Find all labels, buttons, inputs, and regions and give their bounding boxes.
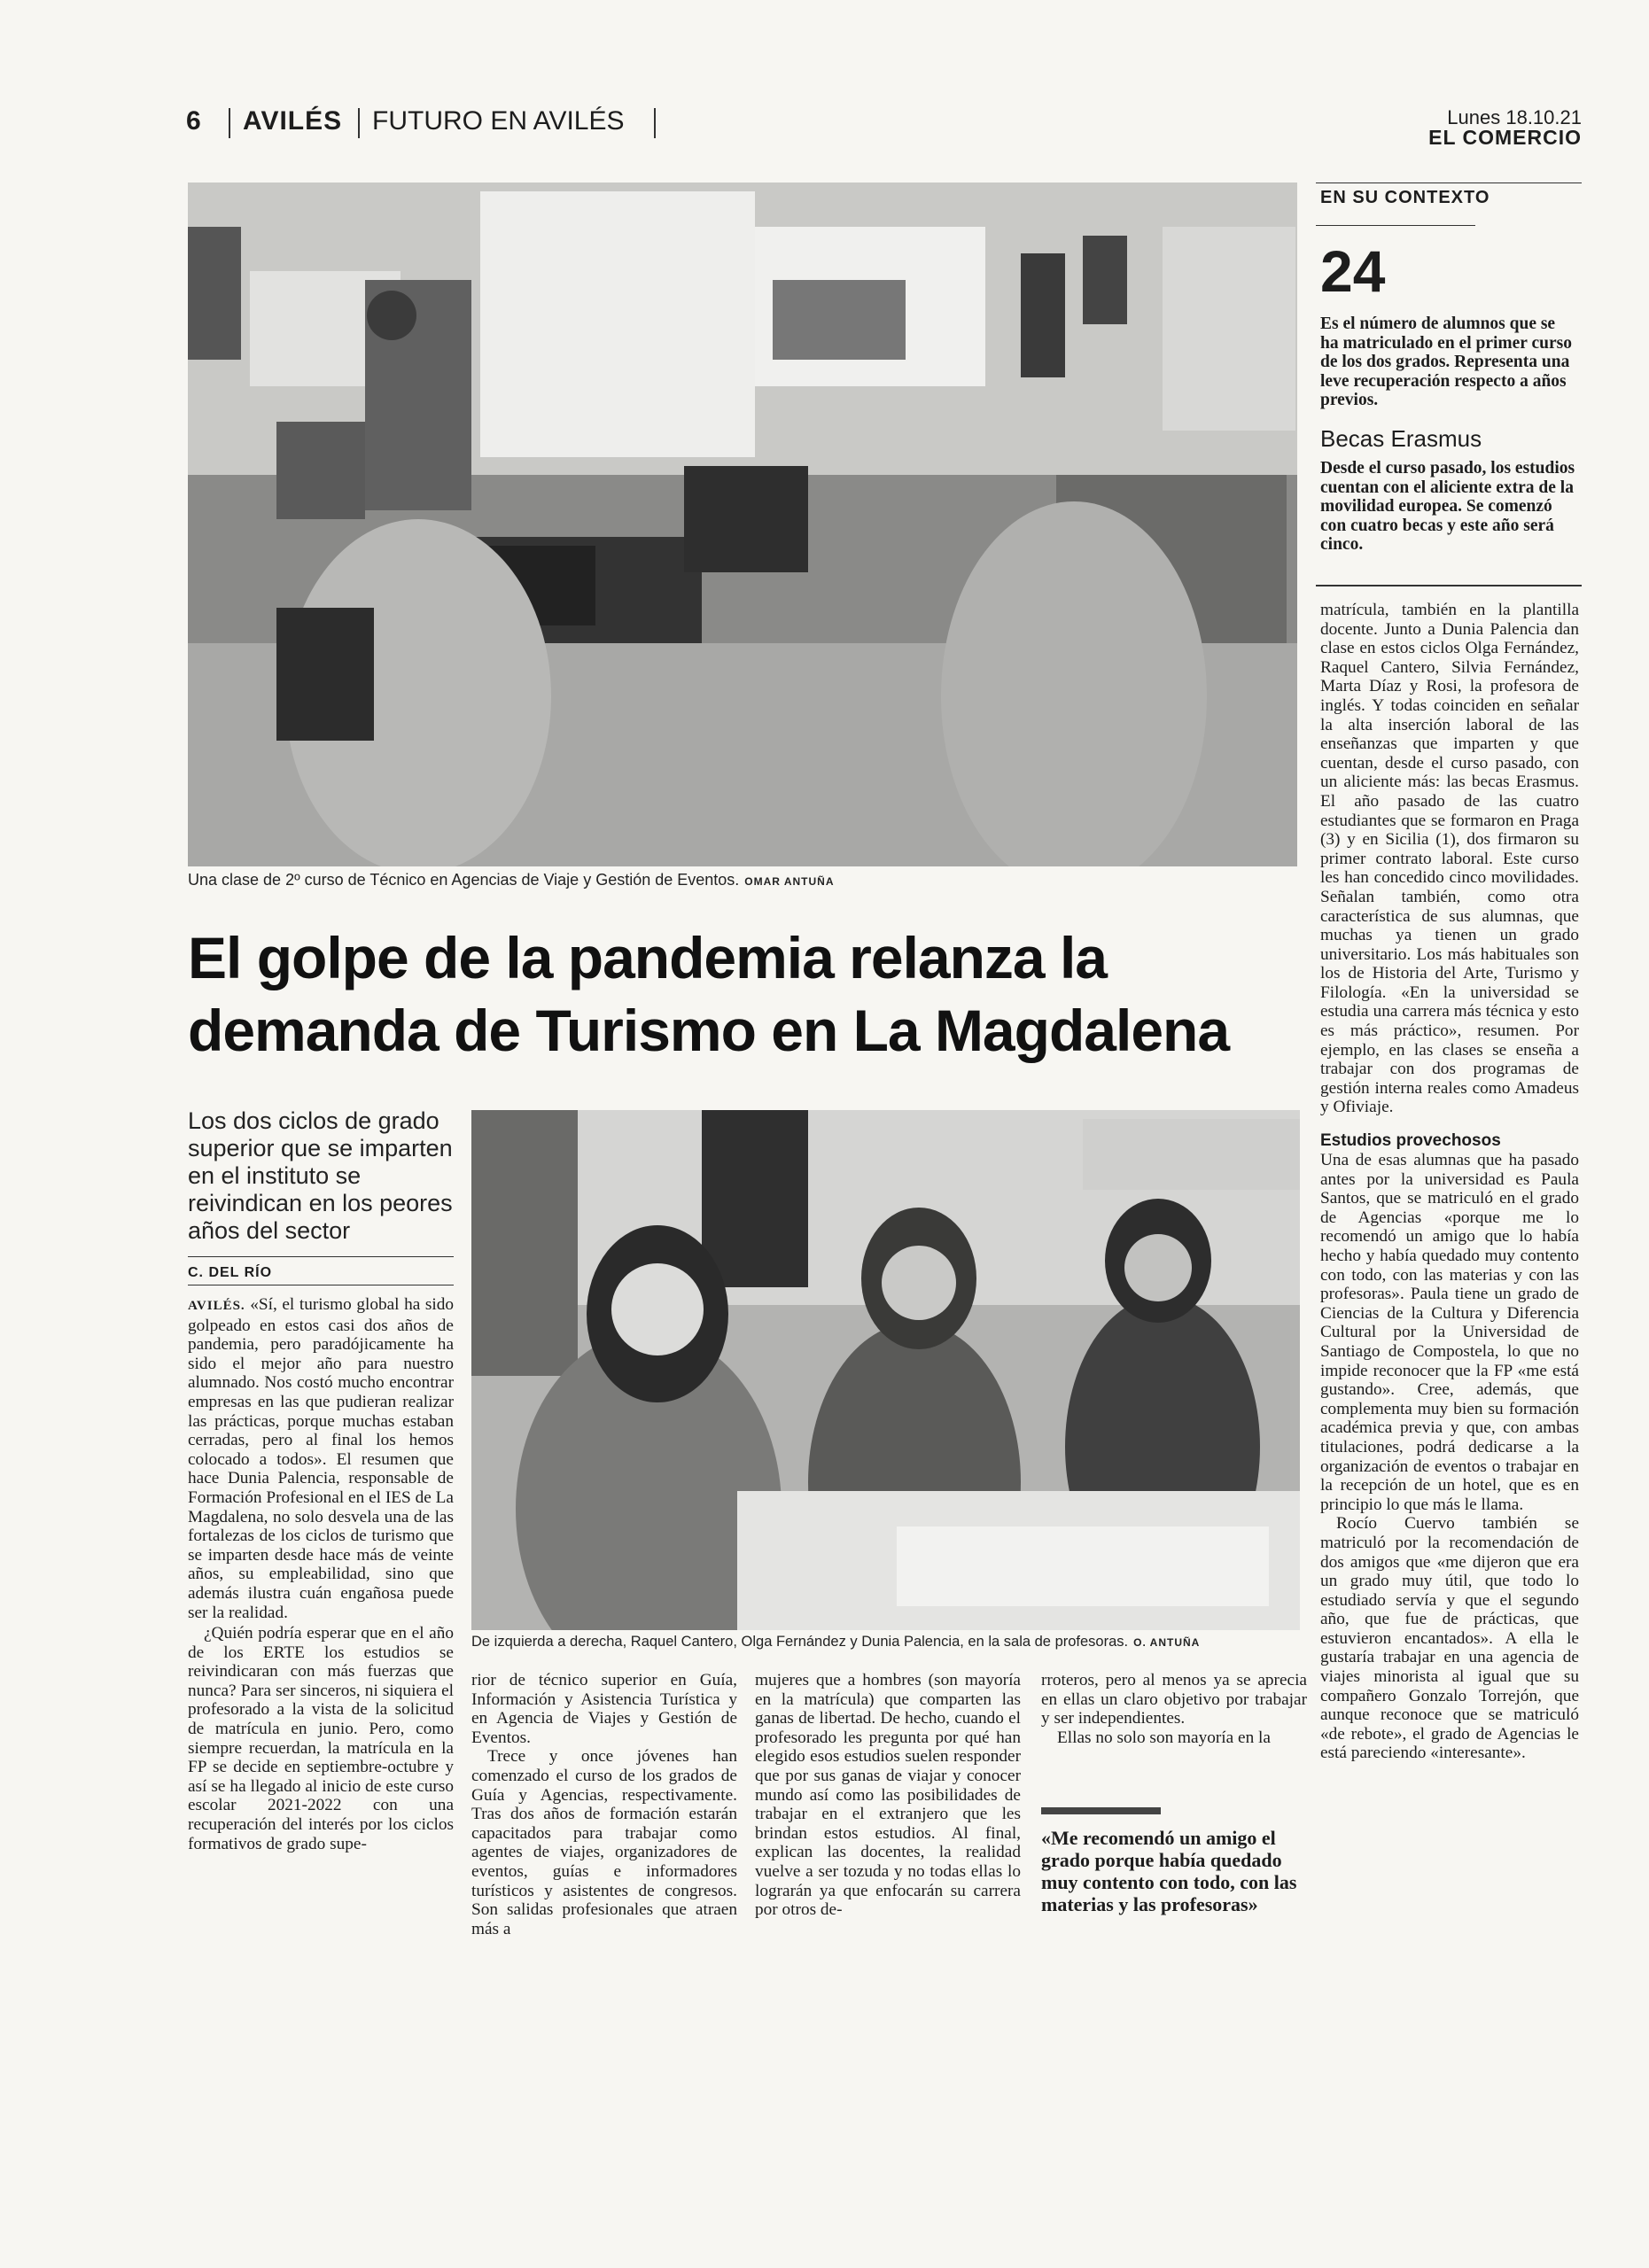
- article-column-4: [1041, 1671, 1307, 1747]
- article-column-1: [188, 1295, 454, 1853]
- body-paragraph: Una de esas alumnas que ha pasado antes por la universidad es Paula Santos, que se matriculó en el grado de Agencias «porque me lo recomendó un amigo que lo había hecho y había quedado muy contento con todo, con las materias y con las profesoras». Paula tiene un grado de Ciencias de la Cultura y Diferencia Cultural por la Universidad de Santiago de Compostela, lo que no impide reconocer que la FP «me está gustando». Cree, además, que complementa muy bien su formación académica previa y que, con ambas titulaciones, podrá dedicarse a la organización de eventos o trabajar en la recepción de un hotel, que es en principio lo que más le llama.: [1320, 1151, 1579, 1514]
- rule: [188, 1256, 454, 1257]
- body-paragraph: Ellas no solo son mayoría en la: [1057, 1728, 1271, 1747]
- rule: [1316, 225, 1475, 226]
- classroom-photo: [188, 183, 1297, 866]
- byline: C. DEL RÍO: [188, 1265, 273, 1280]
- body-paragraph: [188, 1295, 454, 1622]
- article-column-3: [755, 1671, 1021, 1920]
- paragraph-text: «Sí, el turismo global ha sido golpeado en estos casi dos años de pandemia, pero paradójicamente ha sido el mejor año para nuestro alumnado. Nos costó mucho encontrar empresas en las que pudieran realizar las prácticas, porque muchas estaban cerradas, pero al final los hemos colocado a todos». El resumen que hace Dunia Palencia, responsable de Formación Profesional en el IES de La Magdalena, no solo desvela una de las fortalezas de los ciclos de turismo que se imparten desde hace más de veinte años, su empleabilidad, sino que además ilustra cuán engañosa puede ser la realidad.: [188, 1295, 454, 1622]
- body-paragraph: ¿Quién podría esperar que en el año de los ERTE los estudios se reivindicaran con más fuerzas que nunca? Para ser sinceros, ni siquiera el profesorado a la vista de la solicitud de matrícula en junio. Pero, como siempre recuerdan, la matrícula en la FP se decide en septiembre-octubre y así se ha llegado al inicio de este curso escolar 2021-2022 con una recuperación del interés por los ciclos formativos de grado supe-: [188, 1624, 454, 1853]
- pull-quote: «Me recomendó un amigo el grado porque había quedado muy contento con todo, con las materias y las profesoras»: [1041, 1827, 1297, 1915]
- body-paragraph: rroteros, pero al menos ya se aprecia en ellas un claro objetivo por trabajar y ser independientes.: [1041, 1671, 1307, 1728]
- header-divider: [229, 108, 230, 138]
- sidebar-heading: Becas Erasmus: [1320, 425, 1482, 452]
- article-column-2: [471, 1671, 737, 1938]
- sidebar-number-text: Es el número de alumnos que se ha matriculado en el primer curso de los dos grados. Representa una leve recuperación respecto a años previos.: [1320, 315, 1572, 409]
- dateline: AVILÉS.: [188, 1299, 245, 1313]
- subsection-name: FUTURO EN AVILÉS: [372, 106, 625, 136]
- photo-credit: OMAR ANTUÑA: [744, 875, 835, 888]
- article-headline: El golpe de la pandemia relanza la demanda de Turismo en La Magdalena: [188, 925, 1230, 1063]
- sidebar-number: 24: [1320, 238, 1386, 304]
- teachers-photo: [471, 1110, 1300, 1630]
- quote-bar: [1041, 1807, 1161, 1814]
- caption-text: Una clase de 2º curso de Técnico en Agencias de Viaje y Gestión de Eventos.: [188, 871, 740, 889]
- body-paragraph: Trece y once jóvenes han comenzado el curso de los grados de Guía y Agencias, respectivamente. Tras dos años de formación estarán capacitados para trabajar como agentes de viajes, organizadores de eventos, guías e informadores turísticos y asistentes de congresos. Son salidas profesionales que atraen más a: [471, 1747, 737, 1938]
- section-name: AVILÉS: [243, 106, 343, 136]
- newspaper-name: EL COMERCIO: [1428, 126, 1582, 149]
- article-column-5: [1320, 601, 1579, 1763]
- photo-credit: O. ANTUÑA: [1133, 1636, 1201, 1649]
- header-divider: [358, 108, 360, 138]
- caption-text: De izquierda a derecha, Raquel Cantero, Olga Fernández y Dunia Palencia, en la sala de profesoras.: [471, 1634, 1129, 1650]
- rule: [1316, 585, 1582, 586]
- sidebar-heading-text: Desde el curso pasado, los estudios cuentan con el aliciente extra de la movilidad europea. Se comenzó con cuatro becas y este año será cinco.: [1320, 459, 1575, 554]
- body-paragraph: mujeres que a hombres (son mayoría en la matrícula) que comparten las ganas de libertad. De hecho, cuando el profesorado les pregunta por qué han elegido esos estudios suelen responder que por sus ganas de viajar y conocer mundo así como las posibilidades de trabajar en el extranjero que les brindan estos estudios. Al final, explican las docentes, la realidad vuelve a ser tozuda y no todas ellas lo lograrán ya que enfocarán su carrera por otros de-: [755, 1671, 1021, 1920]
- body-paragraph: matrícula, también en la plantilla docente. Junto a Dunia Palencia dan clase en estos ciclos Olga Fernández, Raquel Cantero, Silvia Fernández, Marta Díaz y Rosi, la profesora de inglés. Y todas coinciden en señalar la alta inserción laboral de las enseñanzas que imparten y que cuentan, desde el curso pasado, con un aliciente más: las becas Erasmus. El año pasado de las cuatro estudiantes que se formaron en Praga (3) y en Sicilia (1), dos firmaron su primer contrato laboral. Este curso les han concedido cinco movilidades. Señalan también, como otra característica de sus alumnas, que muchas ya tienen un grado universitario. Los más habituales son los de Historia del Arte, Turismo y Filología. «En la universidad se estudia una carrera más técnica y esto es más práctico», resumen. Por ejemplo, en las clases se enseña a trabajar con dos programas de gestión interna reales como Amadeus y Ofiviaje.: [1320, 601, 1579, 1117]
- section-subhead: Estudios provechosos: [1320, 1131, 1501, 1151]
- article-deck: Los dos ciclos de grado superior que se imparten en el instituto se reivindican en los peores años del sector: [188, 1107, 453, 1244]
- body-paragraph: Rocío Cuervo también se matriculó por la recomendación de dos amigos que «me dijeron que era un grado muy útil, que todo lo estudiado servía y que el segundo año, que fue de prácticas, que estuvieron encantados». A ella le gustaría trabajar en una agencia de viajes minorista al igual que su compañero Gonzalo Torrejón, que aunque reconoce que se matriculó «de rebote», el grado de Agencias le está pareciendo «interesante».: [1320, 1514, 1579, 1763]
- photo-caption: [188, 871, 835, 889]
- sidebar-title: EN SU CONTEXTO: [1320, 188, 1490, 207]
- page-number: 6: [186, 106, 201, 136]
- body-paragraph: rior de técnico superior en Guía, Información y Asistencia Turística y en Agencia de Viajes y Gestión de Eventos.: [471, 1671, 737, 1747]
- header-divider: [654, 108, 656, 138]
- issue-date: Lunes 18.10.21: [1447, 106, 1582, 128]
- photo-caption: [471, 1634, 1200, 1651]
